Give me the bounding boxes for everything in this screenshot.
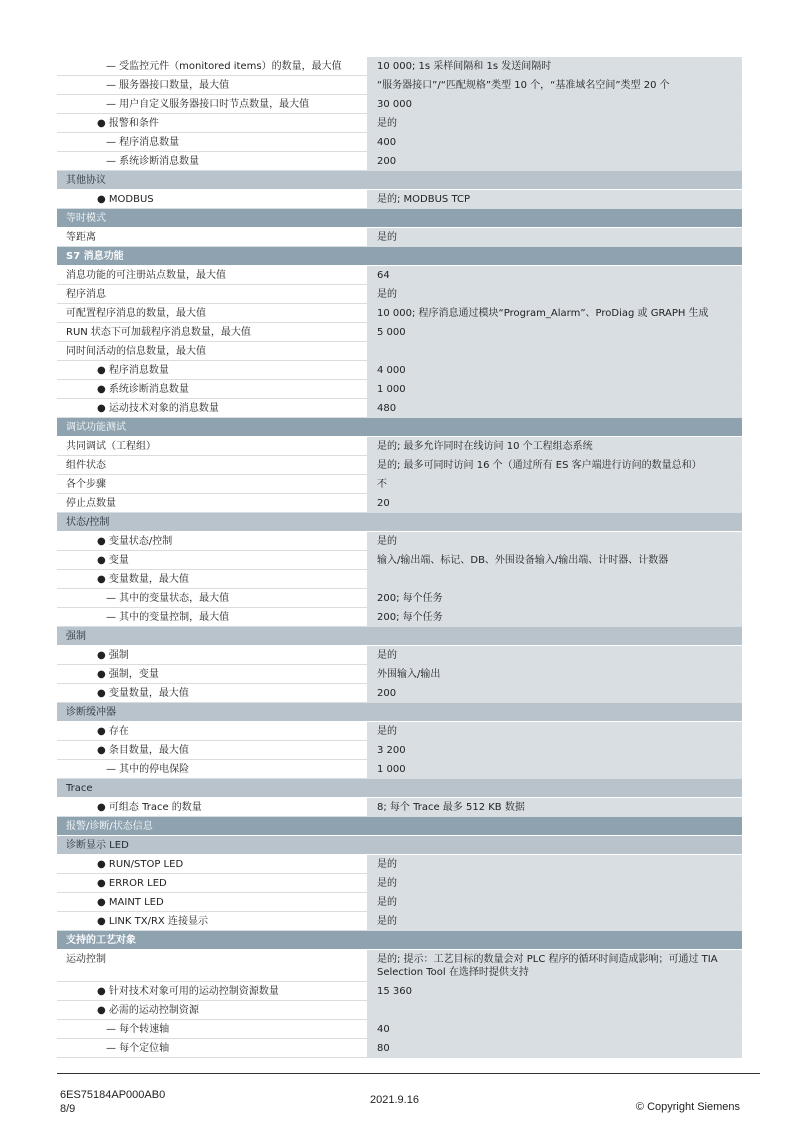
spec-label: — 每个定位轴 [57, 1039, 367, 1057]
spec-row [57, 684, 742, 703]
spec-row [57, 665, 742, 684]
section-header: Trace [57, 779, 742, 798]
spec-label: ● 可组态 Trace 的数量 [57, 798, 367, 816]
spec-row [57, 57, 742, 76]
spec-row [57, 494, 742, 513]
spec-value: 是的 [367, 532, 742, 550]
spec-value: 是的; 最多允许同时在线访问 10 个工程组态系统 [367, 437, 742, 455]
spec-value: 10 000; 程序消息通过模块“Program_Alarm”、ProDiag 或 GRAPH 生成 [367, 304, 742, 322]
spec-row [57, 1039, 742, 1058]
footer-divider [57, 1073, 760, 1074]
spec-row [57, 266, 742, 285]
spec-row [57, 323, 742, 342]
spec-label: ● 运动技术对象的消息数量 [57, 399, 367, 417]
footer-copyright: © Copyright Siemens [635, 1101, 740, 1113]
spec-label: 停止点数量 [57, 494, 367, 512]
spec-label: ● 必需的运动控制资源 [57, 1001, 367, 1019]
spec-label: ● 针对技术对象可用的运动控制资源数量 [57, 982, 367, 1000]
spec-row [57, 855, 742, 874]
spec-value: 不 [367, 475, 742, 493]
spec-value: 30 000 [367, 95, 742, 113]
spec-label: ● 变量状态/控制 [57, 532, 367, 550]
spec-label: 各个步骤 [57, 475, 367, 493]
spec-row [57, 874, 742, 893]
footer-date: 2021.9.16 [370, 1094, 419, 1106]
spec-label: ● LINK TX/RX 连接显示 [57, 912, 367, 930]
spec-row [57, 1001, 742, 1020]
spec-value: 是的 [367, 646, 742, 664]
spec-row [57, 950, 742, 982]
spec-value [367, 570, 742, 588]
spec-value: 200; 每个任务 [367, 589, 742, 607]
spec-label: ● 变量数量，最大值 [57, 684, 367, 702]
spec-row [57, 399, 742, 418]
spec-label: — 其中的停电保险 [57, 760, 367, 778]
section-header: 状态/控制 [57, 513, 742, 532]
spec-row [57, 760, 742, 779]
article-number: 6ES75184AP000AB0 [60, 1089, 166, 1101]
spec-label: 程序消息 [57, 285, 367, 303]
spec-label: — 受监控元件（monitored items）的数量，最大值 [57, 57, 367, 75]
spec-value: 1 000 [367, 380, 742, 398]
spec-row [57, 456, 742, 475]
spec-row [57, 551, 742, 570]
footer-left [60, 1088, 165, 1116]
section-header: S7 消息功能 [57, 247, 742, 266]
spec-value: 是的; 最多可同时访问 16 个（通过所有 ES 客户端进行访问的数量总和） [367, 456, 742, 474]
spec-value: 80 [367, 1039, 742, 1057]
spec-label: — 其中的变量控制，最大值 [57, 608, 367, 626]
spec-value: “服务器接口”/“匹配规格”类型 10 个，“基准域名空间”类型 20 个 [367, 76, 742, 94]
spec-value: 是的 [367, 285, 742, 303]
spec-label: — 系统诊断消息数量 [57, 152, 367, 170]
spec-value: 480 [367, 399, 742, 417]
section-header: 报警/诊断/状态信息 [57, 817, 742, 836]
spec-value: 是的; MODBUS TCP [367, 190, 742, 208]
spec-value: 是的 [367, 874, 742, 892]
spec-value: 外围输入/输出 [367, 665, 742, 683]
spec-value: 5 000 [367, 323, 742, 341]
spec-value [367, 1001, 742, 1019]
spec-value: 3 200 [367, 741, 742, 759]
spec-label: ● MODBUS [57, 190, 367, 208]
spec-row [57, 304, 742, 323]
spec-label: ● 存在 [57, 722, 367, 740]
spec-label: ● ERROR LED [57, 874, 367, 892]
spec-row [57, 228, 742, 247]
spec-value: 是的 [367, 912, 742, 930]
spec-value: 输入/输出端、标记、DB、外围设备输入/输出端、计时器、计数器 [367, 551, 742, 569]
spec-value: 1 000 [367, 760, 742, 778]
section-header: 强制 [57, 627, 742, 646]
spec-value: 是的 [367, 114, 742, 132]
spec-row [57, 893, 742, 912]
spec-value: 64 [367, 266, 742, 284]
section-header: 诊断缓冲器 [57, 703, 742, 722]
spec-label: 共同调试（工程组） [57, 437, 367, 455]
spec-label: ● 报警和条件 [57, 114, 367, 132]
spec-value: 是的; 提示：工艺目标的数量会对 PLC 程序的循环时间造成影响；可通过 TIA Selection Tool 在选择时提供支持 [367, 950, 742, 981]
spec-value: 是的 [367, 722, 742, 740]
page-number: 8/9 [60, 1103, 76, 1115]
spec-label: ● 变量 [57, 551, 367, 569]
spec-label: 同时间活动的信息数量，最大值 [57, 342, 367, 360]
spec-label: 运动控制 [57, 950, 367, 981]
spec-value: 20 [367, 494, 742, 512]
spec-label: 消息功能的可注册站点数量，最大值 [57, 266, 367, 284]
spec-row [57, 114, 742, 133]
spec-value: 400 [367, 133, 742, 151]
spec-row [57, 982, 742, 1001]
spec-row [57, 722, 742, 741]
spec-row [57, 589, 742, 608]
spec-row [57, 646, 742, 665]
spec-row [57, 342, 742, 361]
spec-label: ● 强制 [57, 646, 367, 664]
spec-value: 200 [367, 684, 742, 702]
spec-row [57, 608, 742, 627]
spec-row [57, 361, 742, 380]
spec-label: 组件状态 [57, 456, 367, 474]
spec-row [57, 285, 742, 304]
spec-table [57, 57, 742, 1058]
spec-row [57, 437, 742, 456]
spec-row [57, 1020, 742, 1039]
spec-label: — 服务器接口数量，最大值 [57, 76, 367, 94]
section-header: 其他协议 [57, 171, 742, 190]
spec-row [57, 570, 742, 589]
section-header: 调试功能测试 [57, 418, 742, 437]
spec-value: 是的 [367, 228, 742, 246]
spec-value: 8; 每个 Trace 最多 512 KB 数据 [367, 798, 742, 816]
spec-value: 10 000; 1s 采样间隔和 1s 发送间隔时 [367, 57, 742, 75]
section-header: 等时模式 [57, 209, 742, 228]
spec-value: 是的 [367, 855, 742, 873]
section-header: 诊断显示 LED [57, 836, 742, 855]
spec-value [367, 342, 742, 360]
spec-row [57, 380, 742, 399]
spec-label: ● MAINT LED [57, 893, 367, 911]
spec-row [57, 76, 742, 95]
spec-label: ● 强制，变量 [57, 665, 367, 683]
spec-label: 等距离 [57, 228, 367, 246]
section-header: 支持的工艺对象 [57, 931, 742, 950]
spec-row [57, 133, 742, 152]
spec-row [57, 95, 742, 114]
spec-row [57, 190, 742, 209]
spec-label: — 其中的变量状态，最大值 [57, 589, 367, 607]
spec-row [57, 475, 742, 494]
spec-value: 200; 每个任务 [367, 608, 742, 626]
spec-row [57, 152, 742, 171]
spec-label: ● 条目数量，最大值 [57, 741, 367, 759]
spec-label: ● 系统诊断消息数量 [57, 380, 367, 398]
spec-row [57, 741, 742, 760]
spec-label: — 用户自定义服务器接口时节点数量，最大值 [57, 95, 367, 113]
spec-row [57, 532, 742, 551]
spec-value: 200 [367, 152, 742, 170]
spec-value: 4 000 [367, 361, 742, 379]
spec-row [57, 912, 742, 931]
spec-label: 可配置程序消息的数量，最大值 [57, 304, 367, 322]
spec-label: ● 变量数量，最大值 [57, 570, 367, 588]
spec-value: 15 360 [367, 982, 742, 1000]
spec-label: — 每个转速轴 [57, 1020, 367, 1038]
spec-label: — 程序消息数量 [57, 133, 367, 151]
spec-value: 是的 [367, 893, 742, 911]
spec-value: 40 [367, 1020, 742, 1038]
spec-row [57, 798, 742, 817]
spec-label: ● RUN/STOP LED [57, 855, 367, 873]
spec-label: RUN 状态下可加载程序消息数量，最大值 [57, 323, 367, 341]
spec-label: ● 程序消息数量 [57, 361, 367, 379]
